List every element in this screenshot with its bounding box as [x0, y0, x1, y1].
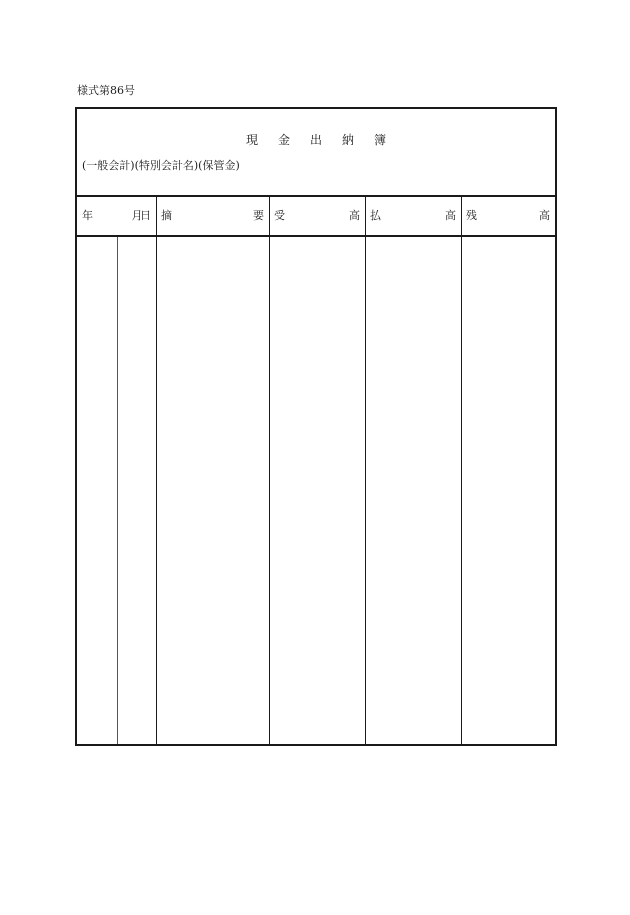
body-divider-month-day [117, 237, 118, 744]
ledger-body [77, 237, 555, 744]
header-payments-right: 高 [445, 209, 456, 222]
header-description-left: 摘 [161, 209, 172, 222]
cash-ledger-table [75, 107, 557, 746]
header-divider-date [156, 197, 157, 235]
header-balance-right: 高 [539, 209, 550, 222]
header-receipts [269, 197, 365, 235]
account-types: (一般会計)(特別会計名)(保管金) [82, 159, 240, 172]
header-receipts-right: 高 [349, 209, 360, 222]
header-month-label: 月 [131, 209, 143, 222]
column-header-row [77, 197, 555, 237]
header-year [77, 197, 117, 235]
header-divider-payments [461, 197, 462, 235]
ledger-title-area [77, 109, 555, 197]
header-divider-receipts [365, 197, 366, 235]
header-balance [461, 197, 555, 235]
header-day [117, 197, 156, 235]
header-description-right: 要 [253, 209, 264, 222]
header-divider-description [269, 197, 270, 235]
header-payments-left: 払 [370, 209, 381, 222]
ledger-title: 現金出納簿 [245, 133, 406, 147]
header-year-label: 年 [82, 209, 93, 222]
header-balance-left: 残 [466, 209, 477, 222]
body-divider-description [269, 237, 270, 744]
body-divider-receipts [365, 237, 366, 744]
header-receipts-left: 受 [274, 209, 285, 222]
header-description [156, 197, 269, 235]
header-payments [365, 197, 461, 235]
header-day-label: 日 [140, 209, 151, 222]
form-number: 様式第86号 [77, 84, 135, 97]
body-divider-payments [461, 237, 462, 744]
body-divider-date [156, 237, 157, 744]
